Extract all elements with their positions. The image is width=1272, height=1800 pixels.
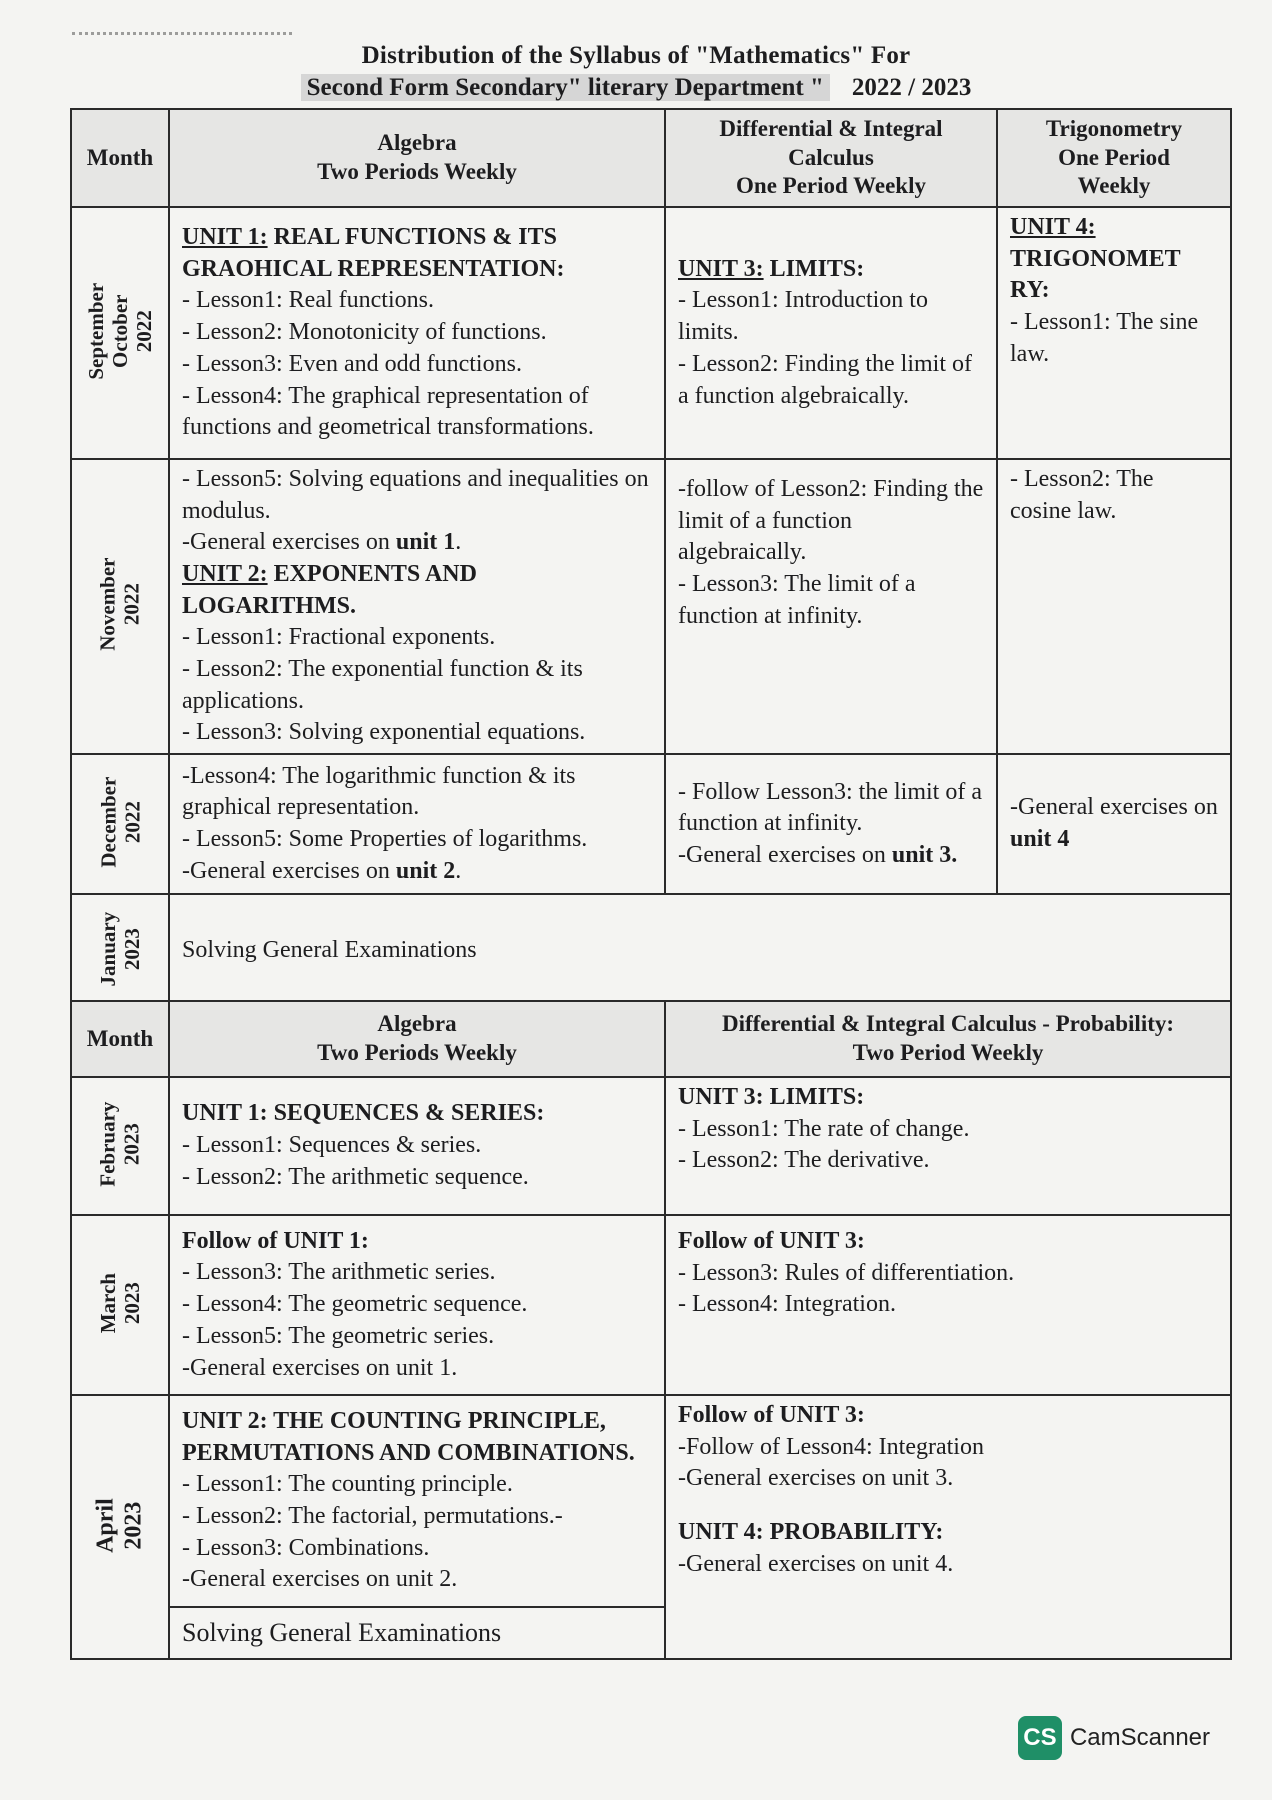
table-header-row <box>71 109 1231 207</box>
header-algebra: Algebra Two Periods Weekly <box>169 1001 665 1077</box>
unit-heading: UNIT 3: LIMITS: <box>678 255 865 282</box>
department-label: Second Form Secondary" literary Department " <box>301 74 830 101</box>
month-cell: September October 2022 <box>71 207 169 459</box>
header-trigonometry: Trigonometry One Period Weekly <box>997 109 1231 207</box>
table-row <box>71 1395 1231 1607</box>
academic-year: 2022 / 2023 <box>851 74 972 101</box>
month-cell: April 2023 <box>71 1395 169 1659</box>
trigonometry-cell: -General exercises on unit 4 <box>997 754 1231 894</box>
calculus-cell: Follow of UNIT 3: - Lesson3: Rules of differentiation. - Lesson4: Integration. <box>665 1215 1231 1395</box>
header-calculus-probability: Differential & Integral Calculus - Probability: Two Period Weekly <box>665 1001 1231 1077</box>
algebra-cell: UNIT 1: REAL FUNCTIONS & ITS GRAOHICAL REPRESENTATION: - Lesson1: Real functions. - Lesson2: Monotonicity of functions. - Lesson3: Even and odd functions. - Lesson4: The graphical representation of functions and geometrical transformations. <box>169 207 665 459</box>
header-month: Month <box>71 1001 169 1077</box>
calculus-cell: Follow of UNIT 3: -Follow of Lesson4: Integration -General exercises on unit 3. UNIT 4: PROBABILITY: -General exercises on unit 4. <box>665 1395 1231 1659</box>
month-cell: March 2023 <box>71 1215 169 1395</box>
algebra-cell: UNIT 1: SEQUENCES & SERIES: - Lesson1: Sequences & series. - Lesson2: The arithmetic sequence. <box>169 1077 665 1215</box>
document-title <box>0 42 1272 102</box>
header-month: Month <box>71 109 169 207</box>
camscanner-watermark <box>1018 1716 1210 1760</box>
title-line-1: Distribution of the Syllabus of "Mathematics" For <box>361 42 911 69</box>
table-row <box>71 459 1231 754</box>
trigonometry-cell: UNIT 4: TRIGONOMET RY: - Lesson1: The sine law. <box>997 207 1231 459</box>
table-row <box>71 754 1231 894</box>
camscanner-text: CamScanner <box>1069 1724 1210 1751</box>
title-line-2 <box>301 74 972 102</box>
table-row <box>71 207 1231 459</box>
calculus-cell: - Follow Lesson3: the limit of a function at infinity. -General exercises on unit 3. <box>665 754 997 894</box>
month-cell: December 2022 <box>71 754 169 894</box>
trigonometry-cell: - Lesson2: The cosine law. <box>997 459 1231 754</box>
month-cell: February 2023 <box>71 1077 169 1215</box>
algebra-cell: Follow of UNIT 1: - Lesson3: The arithmetic series. - Lesson4: The geometric sequence. - Lesson5: The geometric series. -General exercises on unit 1. <box>169 1215 665 1395</box>
general-exams-cell: Solving General Examinations <box>169 1607 665 1659</box>
syllabus-table-second-term <box>70 1000 1232 1660</box>
calculus-cell: UNIT 3: LIMITS: - Lesson1: The rate of change. - Lesson2: The derivative. <box>665 1077 1231 1215</box>
syllabus-table-first-term <box>70 108 1232 1009</box>
month-cell: January 2023 <box>71 894 169 1008</box>
algebra-cell: - Lesson5: Solving equations and inequalities on modulus. -General exercises on unit 1. UNIT 2: EXPONENTS AND LOGARITHMS. - Lesson1: Fractional exponents. - Lesson2: The exponential function & its applications. - Lesson3: Solving exponential equations. <box>169 459 665 754</box>
calculus-cell: UNIT 3: LIMITS: - Lesson1: Introduction to limits. - Lesson2: Finding the limit of a function algebraically. <box>665 207 997 459</box>
algebra-cell: -Lesson4: The logarithmic function & its graphical representation. - Lesson5: Some Properties of logarithms. -General exercises on unit 2. <box>169 754 665 894</box>
unit-heading: UNIT 1: REAL FUNCTIONS & ITS GRAOHICAL REPRESENTATION: <box>182 224 565 282</box>
calculus-cell: -follow of Lesson2: Finding the limit of a function algebraically. - Lesson3: The limit of a function at infinity. <box>665 459 997 754</box>
camscanner-logo-icon: CS <box>1018 1716 1062 1760</box>
header-algebra: Algebra Two Periods Weekly <box>169 109 665 207</box>
table-row <box>71 1215 1231 1395</box>
table-header-row <box>71 1001 1231 1077</box>
unit-heading: UNIT 2: EXPONENTS AND LOGARITHMS. <box>182 561 477 619</box>
torn-header-scrap <box>72 18 292 35</box>
general-exams-cell: Solving General Examinations <box>169 894 1231 1008</box>
algebra-cell: UNIT 2: THE COUNTING PRINCIPLE, PERMUTATIONS AND COMBINATIONS. - Lesson1: The counting principle. - Lesson2: The factorial, permutations.- - Lesson3: Combinations. -General exercises on unit 2. <box>169 1395 665 1607</box>
table-row <box>71 1077 1231 1215</box>
header-calculus: Differential & Integral Calculus One Period Weekly <box>665 109 997 207</box>
table-row <box>71 894 1231 1008</box>
month-cell: November 2022 <box>71 459 169 754</box>
